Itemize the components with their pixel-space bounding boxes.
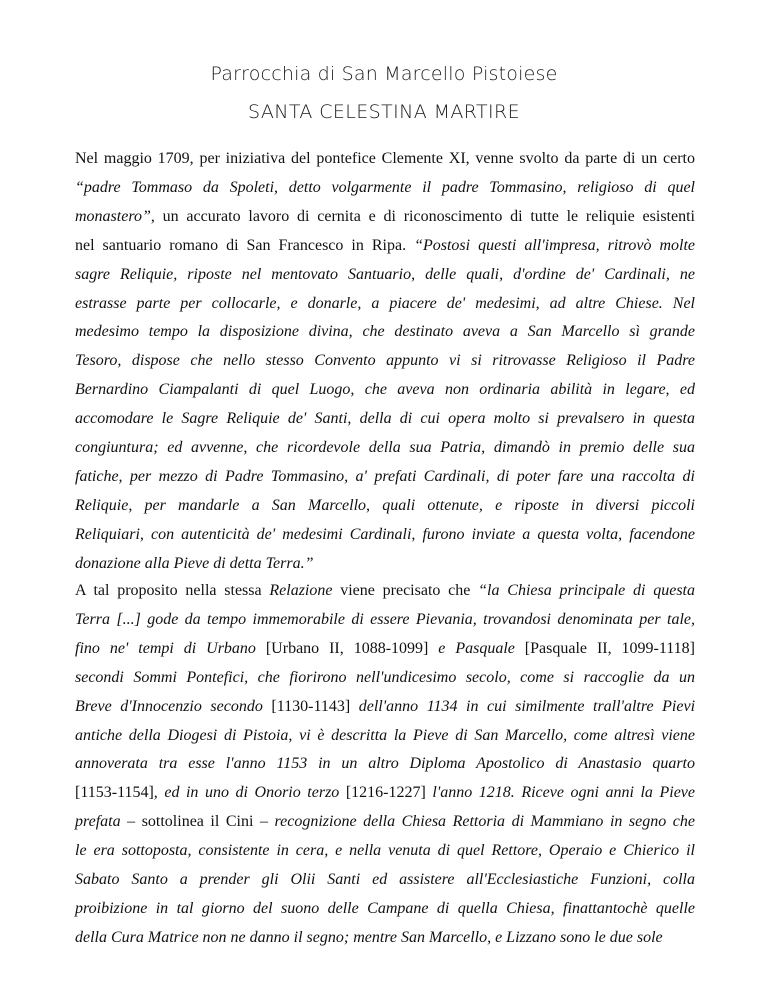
text-line [75, 722, 695, 751]
text-segment: viene precisato che [332, 582, 479, 599]
italic-text-segment: della Cura Matrice non ne danno il segno; mentre San Marcello, e Lizzano sono le due sole [75, 928, 663, 946]
italic-text-segment: antiche della Diogesi di Pistoia, vi è descritta la Pieve di San Marcello, come altresì viene [75, 726, 695, 744]
italic-text-segment: Reliquie, per mandarle a San Marcello, quali ottenute, e riposte in diversi piccoli [75, 496, 695, 514]
italic-text-segment: dell'anno 1134 in cui similmente trall'altre Pievi [358, 697, 696, 715]
italic-text-segment: l'anno 1218. Riceve ogni anni la Pieve [432, 784, 696, 802]
italic-text-segment: fino ne' tempi di Urbano [75, 639, 256, 657]
text-segment: nel santuario romano di San Francesco in Ripa. [75, 236, 415, 254]
italic-text-segment: Reliquiari, con autenticità de' medesimi Cardinali, furono inviate a questa volta, facendone [75, 525, 695, 543]
italic-text-segment: annoverata tra esse l'anno 1153 in un altro Diploma Apostolico di Anastasio quarto [75, 755, 695, 773]
text-line [75, 521, 695, 550]
paragraph-1 [75, 145, 695, 579]
italic-text-segment: Sabato Santo a prender gli Olii Santi ed assistere all'Ecclesiastiche Funzioni, colla [75, 871, 695, 889]
italic-text-segment: , ed in uno di Onorio terzo [153, 784, 340, 802]
document-title: SANTA CELESTINA MARTIRE [248, 101, 520, 123]
italic-text-segment: e Pasquale [438, 639, 515, 657]
text-line [75, 174, 695, 203]
parish-heading: Parrocchia di San Marcello Pistoiese [210, 63, 558, 85]
text-line [75, 779, 695, 808]
italic-text-segment: donazione alla Pieve di detta Terra.” [75, 554, 314, 572]
text-line [75, 318, 695, 347]
italic-text-segment: prefata [75, 813, 121, 831]
italic-text-segment: Relazione [269, 582, 333, 599]
text-segment: A tal proposito nella stessa [75, 582, 270, 599]
italic-text-segment: monastero” [75, 207, 151, 225]
italic-text-segment: fatiche, per mezzo di Padre Tommasino, a' prefati Cardinali, di poter fare una raccolta di [75, 467, 695, 485]
italic-text-segment: “padre Tommaso da Spoleti, detto volgarmente il padre Tommasino, religioso di quel [75, 178, 695, 196]
text-line [75, 924, 695, 953]
text-line [75, 145, 695, 174]
text-line [75, 664, 695, 693]
italic-text-segment: sagre Reliquie, riposte nel mentovato Santuario, delle quali, d'ordine de' Cardinali, ne [75, 265, 695, 283]
italic-text-segment: accomodare le Sagre Reliquie de' Santi, della di cui opera molto si prevalsero in questa [75, 410, 695, 428]
text-line [75, 434, 695, 463]
text-line [75, 577, 695, 606]
text-line [75, 463, 695, 492]
text-line [75, 606, 695, 635]
italic-text-segment: secondi Sommi Pontefici, che fiorirono nell'undicesimo secolo, come si raccoglie da un [75, 668, 695, 686]
italic-text-segment: medesimo tempo la disposizione divina, che destinato aveva a San Marcello sì grande [75, 323, 695, 341]
text-line [75, 376, 695, 405]
italic-text-segment: “Postosi questi all'impresa, ritrovò molte [414, 236, 695, 254]
text-line [75, 750, 695, 779]
text-line [75, 866, 695, 895]
text-line [75, 895, 695, 924]
text-segment: , un accurato lavoro di cernita e di riconoscimento di tutte le reliquie esistenti [150, 207, 695, 225]
text-segment: [1216-1227] [339, 784, 433, 802]
italic-text-segment: recognizione della Chiesa Rettoria di Mammiano in segno che [274, 813, 696, 831]
italic-text-segment: estrasse parte per collocarle, e donarle, a piacere de' medesimi, ad altre Chiese. Nel [75, 294, 695, 312]
italic-text-segment: proibizione in tal giorno del suono delle Campane di quella Chiesa, finattantochè quelle [75, 899, 695, 917]
text-line [75, 232, 695, 261]
text-segment: [Pasquale II, 1099-1118] [514, 639, 696, 657]
text-segment: [1130-1143] [262, 697, 359, 715]
italic-text-segment: congiuntura; ed avvenne, che ricordevole della sua Patria, dimandò in premio delle sua [75, 439, 695, 457]
italic-text-segment: le era sottoposta, consistente in cera, e nella venuta di quel Rettore, Operaio e Chierico il [75, 842, 695, 860]
text-line [75, 261, 695, 290]
text-line [75, 693, 695, 722]
paragraph-2 [75, 577, 695, 953]
text-segment: [Urbano II, 1088-1099] [255, 639, 439, 657]
text-line [75, 808, 695, 837]
italic-text-segment: Bernardino Ciampalanti di quel Luogo, che aveva non ordinaria abilità in legare, ed [75, 381, 695, 399]
text-segment: – sottolinea il Cini – [120, 813, 275, 831]
italic-text-segment: Tesoro, dispose che nello stesso Convento appunto vi si ritrovasse Religioso il Padre [75, 352, 695, 370]
text-line [75, 550, 695, 579]
text-line [75, 405, 695, 434]
text-segment: Nel maggio 1709, per iniziativa del pontefice Clemente XI, venne svolto da parte di un certo [75, 150, 695, 167]
text-line [75, 837, 695, 866]
italic-text-segment: “la Chiesa principale di questa [478, 582, 696, 599]
italic-text-segment: Terra [...] gode da tempo immemorabile di essere Pievania, trovandosi denominata per tale, [75, 610, 695, 628]
text-line [75, 635, 695, 664]
text-line [75, 290, 695, 319]
text-segment: [1153-1154] [75, 784, 154, 802]
text-line [75, 203, 695, 232]
text-line [75, 492, 695, 521]
text-line [75, 347, 695, 376]
italic-text-segment: Breve d'Innocenzio secondo [75, 697, 263, 715]
